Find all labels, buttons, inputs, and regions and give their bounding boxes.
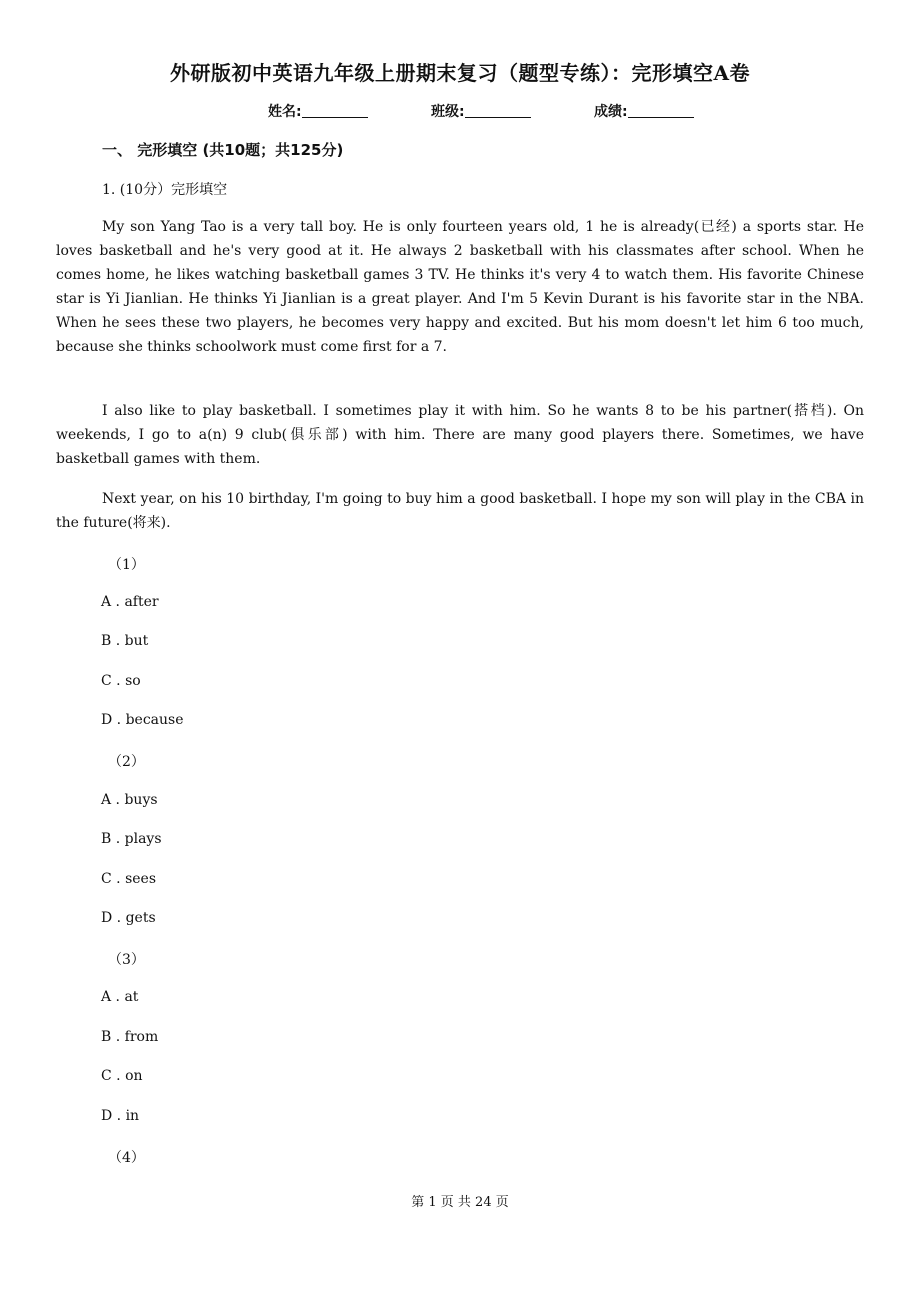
score-blank: [628, 103, 694, 118]
passage-paragraph-1: My son Yang Tao is a very tall boy. He is only fourteen years old, 1 he is already(已经) a sports star. He loves basketball and he's very good at it. He always 2 basketball with his classmates after school. When he comes home, he likes watching basketball games 3 TV. He thinks it's very 4 to watch them. His favorite Chinese star is Yi Jianlian. He thinks Yi Jianlian is a great player. And I'm 5 Kevin Durant is his favorite star in the NBA. When he sees these two players, he becomes very happy and excited. But his mom doesn't let him 6 too much, because she thinks schoolwork must come first for a 7.: [56, 219, 864, 355]
score-label: 成绩:: [594, 104, 628, 120]
section-heading: 一、 完形填空 (共10题；共125分): [102, 141, 344, 159]
page-title: 外研版初中英语九年级上册期末复习（题型专练）：完形填空A卷: [169, 61, 751, 85]
passage-paragraph-2: I also like to play basketball. I sometimes play it with him. So he wants 8 to be his partner(搭档). On weekends, I go to a(n) 9 club(俱乐部) with him. There are many good players there. Sometimes, we have basketball games with them.: [56, 403, 864, 467]
name-field: [268, 101, 368, 121]
option-c: C . on: [101, 1068, 143, 1084]
name-label: 姓名:: [268, 104, 302, 120]
option-d: D . gets: [101, 910, 156, 926]
class-field: [431, 101, 531, 121]
option-a: A . after: [101, 594, 159, 610]
option-a: A . buys: [101, 792, 158, 808]
score-field: [594, 101, 694, 121]
page-footer: 第 1 页 共 24 页: [411, 1195, 509, 1210]
option-d: D . because: [101, 712, 184, 728]
subquestion-number: （2）: [108, 754, 145, 770]
option-b: B . but: [101, 633, 149, 649]
option-b: B . plays: [101, 831, 162, 847]
option-c: C . sees: [101, 871, 157, 887]
passage-paragraph-3: Next year, on his 10 birthday, I'm going to buy him a good basketball. I hope my son will play in the CBA in the future(将来).: [56, 491, 864, 531]
option-a: A . at: [101, 989, 139, 1005]
option-d: D . in: [101, 1108, 140, 1124]
option-b: B . from: [101, 1029, 159, 1045]
subquestion-number: （4）: [108, 1150, 145, 1166]
question-heading: 1. (10分）完形填空: [102, 182, 228, 198]
class-label: 班级:: [431, 104, 465, 120]
option-c: C . so: [101, 673, 141, 689]
name-blank: [302, 103, 368, 118]
subquestion-number: （1）: [108, 557, 145, 573]
subquestion-number: （3）: [108, 952, 145, 968]
class-blank: [465, 103, 531, 118]
